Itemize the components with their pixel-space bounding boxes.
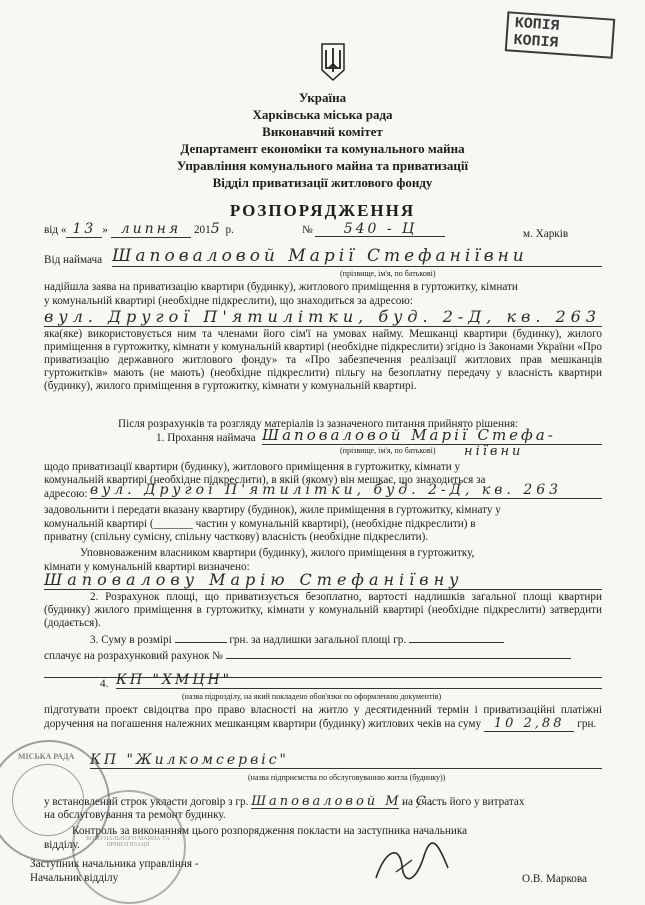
signatory-title-1: Заступник начальника управління - [30,858,199,870]
address-2: вул. Другої П'ятилітки, буд. 2-Д, кв. 263 [90,482,602,499]
paragraph-2: 2. Розрахунок площі, що приватизується безоплатно, вартості надлишків загальної площі квартири (будинку) жилого приміщення в гуртожитку, кімнати у комунальній квартирі (необхідне підкреслити) затвердити (додається). [44,591,602,629]
service-company: КП "Жилкомсервіс" [90,752,602,769]
date-row: від « 13 » липня 2015 р. [44,221,234,237]
header-department: Департамент економіки та комунального майна [180,141,465,156]
header-directorate: Управління комунального майна та приватизації [176,158,469,173]
applicant-name: Шаповаловой Марії Стефаніївни [112,246,602,267]
header-council: Харківська міська рада [252,107,393,122]
header-division: Відділ приватизації житлового фонду [212,175,433,190]
date-month: липня [111,221,191,238]
signatory-title-2: Начальник відділу [30,872,119,884]
header-country: Україна [298,90,347,105]
order-number: 540 - Ц [315,223,445,237]
paragraph-5: у встановлений строк укласти договір з гр. Шаповаловой М. С. на участь його у витратах [44,794,525,809]
documents-unit: КП "ХМЦН" [116,672,602,689]
applicant-caption: (прізвище, ім'я, по батькові) [340,269,436,278]
city: м. Харків [523,228,569,240]
paragraph-4: підготувати проект свідоцтва про право власності на житло у десятиденний термін і приватизаційні платіжні доручення на погашення належних мешканцям квартири (будинку) житлових чеків на суму 10 2,88 грн. [44,704,602,731]
seal-left: МІСЬКА РАДА [0,740,110,862]
paragraph-3: 3. Суму в розмірі грн. за надлишки загальної площі гр. [90,634,504,647]
applicant-label: Від наймача [44,254,103,266]
address-1: вул. Другої П'ятилітки, буд. 2-Д, кв. 263 [44,307,602,326]
copy-stamp: КОПІЯ КОПІЯ [505,11,616,58]
date-day: 13 [66,221,102,238]
header-committee: Виконавчий комітет [262,124,383,139]
coat-of-arms-icon [320,42,346,82]
signatory-name: О.В. Маркова [522,873,587,885]
checks-sum: 10 2,88 [484,716,575,732]
applicant-name-2: Шаповаловой Марії Стефа- [262,426,602,445]
signature-scribble [372,838,452,888]
paragraph-6: Контроль за виконанням цього розпорядження покласти на заступника начальника [72,825,468,837]
owner-name: Шаповалову Марію Стефаніївну [44,570,602,590]
seal-middle: КОМУНАЛЬНОГО МАЙНА ТА ПРИВАТИЗАЦІЇ [72,790,186,904]
intro-paragraph: яка(яке) використовується ним та членами його сім'ї на умовах найму. Мешканці квартири (будинку), жилого приміщення в гуртожитку, кімнати у комунальній квартирі (необхідне підкреслити) згідно із Законами України «Про приватизацію державного житлового фонду» та «Про забезпечення реалізації житлових прав мешканців гуртожитків» мають (не мають) (необхідне підкреслити) пільгу на безоплатну передачу у власність квартири (будинку), жилого приміщення в гуртожитку, кімнати у комунальній квартирі. [44,328,602,392]
order-number-row: № 540 - Ц [302,223,445,237]
document-title: РОЗПОРЯДЖЕННЯ [229,201,416,220]
